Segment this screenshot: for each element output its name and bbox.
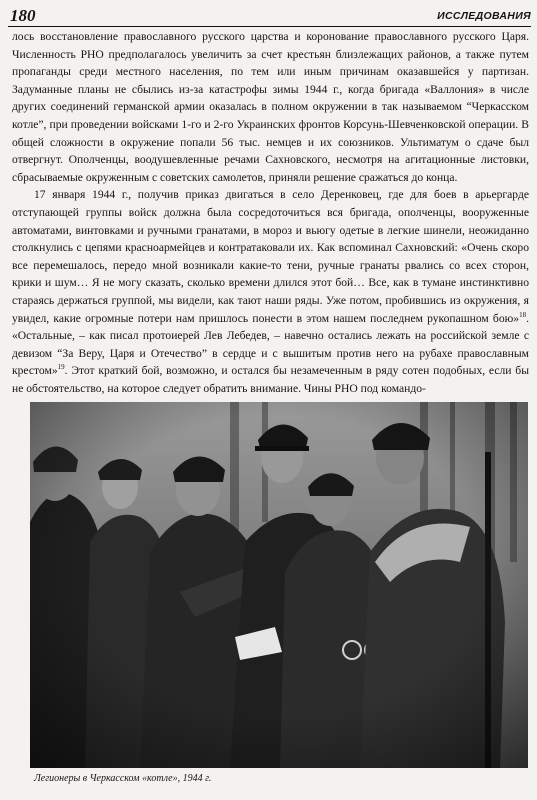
paragraph-2 — [12, 186, 529, 394]
paragraph-2-text-b: . «Остальные, – как писал протоиерей Лев Лебедев, – навечно остались лежать на российской земле с девизом “За Веру, Царя и Отечество” в сердце и с вышитым против него на рубахе православным крестом» — [12, 311, 529, 378]
footnote-ref-18[interactable]: 18 — [519, 310, 527, 319]
running-header — [8, 2, 531, 27]
article-body — [12, 28, 529, 394]
photo-caption: Легионеры в Черкасском «котле», 1944 г. — [34, 773, 212, 784]
photograph-legionnaires — [30, 402, 528, 768]
paragraph-2-text-a: 17 января 1944 г., получив приказ двигаться в село Деренковец, где для боев в арьергарде отступающей группы войск должна была сосредоточиться вся бригада, ополченцы, вооруженные автоматами, винтовками и ручными гранатами, в мороз и вьюгу одетые в легкие шинели, неожиданно столкнулись с цепями красноармейцев и контратаковали их. Как вспоминал Сахновский: «Очень скоро все перемешалось, передо мной возникали какие-то тени, ручные гранаты рвались со всех сторон, крики и шум… Я не могу сказать, сколько времени длился этот бой… Все, как в тумане инстинктивно стараясь держаться группой, мы видели, как тают наши ряды. Уже потом, пробившись из окружения, я увидел, какие огромные потери нам пришлось понести в этом нашем последнем рукопашном бою» — [12, 188, 529, 325]
section-title: ИССЛЕДОВАНИЯ — [437, 10, 531, 22]
footnote-ref-19[interactable]: 19 — [57, 363, 65, 372]
page-number: 180 — [10, 6, 36, 25]
paragraph-2-text-c: . Этот краткий бой, возможно, и остался бы незамеченным в ряду сотен подобных, если бы не обстоятельство, на которое следует обратить внимание. Чины РНО под командо- — [12, 364, 529, 394]
paragraph-1: лось восстановление православного русского царства и коронование православного русского Царя. Численность РНО предполагалось увеличить за счет крестьян близлежащих районов, а также путем пропаганды среди местного населения, по тем или иным причинам оказавшейся у партизан. Задуманные планы не сбылись из-за катастрофы зимы 1944 г., когда бригада «Валлония» в числе других соединений германской армии оказалась в полном окружении в так называемом “Черкасском котле”, при проведении войсками 1-го и 2-го Украинских фронтов Корсунь-Шевченковской операции. В общей сложности в окружение попали 56 тыс. немцев и их союзников. Ультиматум о сдаче был отвергнут. Ополченцы, воодушевленные речами Сахновского, несмотря на агитационные листовки, сбрасываемые окруженным с советских самолетов, приняли решение сражаться до конца. — [12, 30, 529, 184]
